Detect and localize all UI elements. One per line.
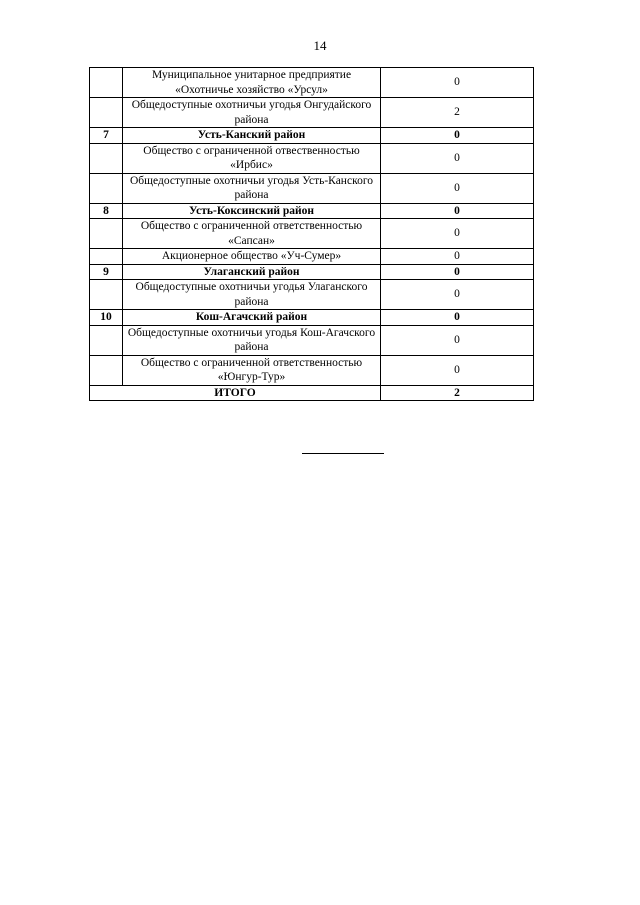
row-number: 8 bbox=[90, 203, 123, 219]
row-number bbox=[90, 219, 123, 249]
hunting-grounds-table bbox=[89, 67, 534, 401]
row-number: 10 bbox=[90, 310, 123, 326]
row-name: Общедоступные охотничьи угодья Усть-Канского района bbox=[123, 173, 381, 203]
table-footer bbox=[90, 385, 534, 401]
row-value: 0 bbox=[381, 280, 534, 310]
row-name: Общество с ограниченной отвественностью «Ирбис» bbox=[123, 143, 381, 173]
row-value: 0 bbox=[381, 310, 534, 326]
entity-row bbox=[90, 143, 534, 173]
row-number bbox=[90, 68, 123, 98]
entity-row bbox=[90, 173, 534, 203]
row-value: 0 bbox=[381, 325, 534, 355]
row-name: Общедоступные охотничьи угодья Улаганского района bbox=[123, 280, 381, 310]
row-value: 0 bbox=[381, 264, 534, 280]
row-value: 0 bbox=[381, 68, 534, 98]
row-value: 0 bbox=[381, 143, 534, 173]
row-name: Усть-Коксинский район bbox=[123, 203, 381, 219]
entity-row bbox=[90, 325, 534, 355]
total-value: 2 bbox=[381, 385, 534, 401]
row-value: 0 bbox=[381, 219, 534, 249]
district-row bbox=[90, 310, 534, 326]
row-number bbox=[90, 173, 123, 203]
row-number: 9 bbox=[90, 264, 123, 280]
row-number bbox=[90, 249, 123, 265]
entity-row bbox=[90, 98, 534, 128]
row-number bbox=[90, 355, 123, 385]
district-row bbox=[90, 203, 534, 219]
row-value: 0 bbox=[381, 355, 534, 385]
row-name: Общедоступные охотничьи угодья Кош-Агачского района bbox=[123, 325, 381, 355]
end-separator-line bbox=[302, 453, 384, 454]
row-name: Кош-Агачский район bbox=[123, 310, 381, 326]
entity-row bbox=[90, 219, 534, 249]
table-body bbox=[90, 68, 534, 386]
entity-row bbox=[90, 68, 534, 98]
row-name: Общество с ограниченной ответственностью «Юнгур-Тур» bbox=[123, 355, 381, 385]
entity-row bbox=[90, 280, 534, 310]
row-name: Общество с ограниченной ответственностью «Сапсан» bbox=[123, 219, 381, 249]
district-row bbox=[90, 128, 534, 144]
entity-row bbox=[90, 355, 534, 385]
total-row bbox=[90, 385, 534, 401]
row-name: Усть-Канский район bbox=[123, 128, 381, 144]
row-value: 0 bbox=[381, 203, 534, 219]
row-number bbox=[90, 325, 123, 355]
row-number: 7 bbox=[90, 128, 123, 144]
district-row bbox=[90, 264, 534, 280]
row-name: Улаганский район bbox=[123, 264, 381, 280]
row-number bbox=[90, 280, 123, 310]
row-number bbox=[90, 143, 123, 173]
row-number bbox=[90, 98, 123, 128]
page-number: 14 bbox=[313, 38, 327, 53]
row-value: 0 bbox=[381, 249, 534, 265]
row-value: 0 bbox=[381, 128, 534, 144]
total-label: ИТОГО bbox=[90, 385, 381, 401]
entity-row bbox=[90, 249, 534, 265]
row-name: Акционерное общество «Уч-Сумер» bbox=[123, 249, 381, 265]
row-name: Общедоступные охотничьи угодья Онгудайского района bbox=[123, 98, 381, 128]
row-name: Муниципальное унитарное предприятие «Охотничье хозяйство «Урсул» bbox=[123, 68, 381, 98]
row-value: 0 bbox=[381, 173, 534, 203]
row-value: 2 bbox=[381, 98, 534, 128]
